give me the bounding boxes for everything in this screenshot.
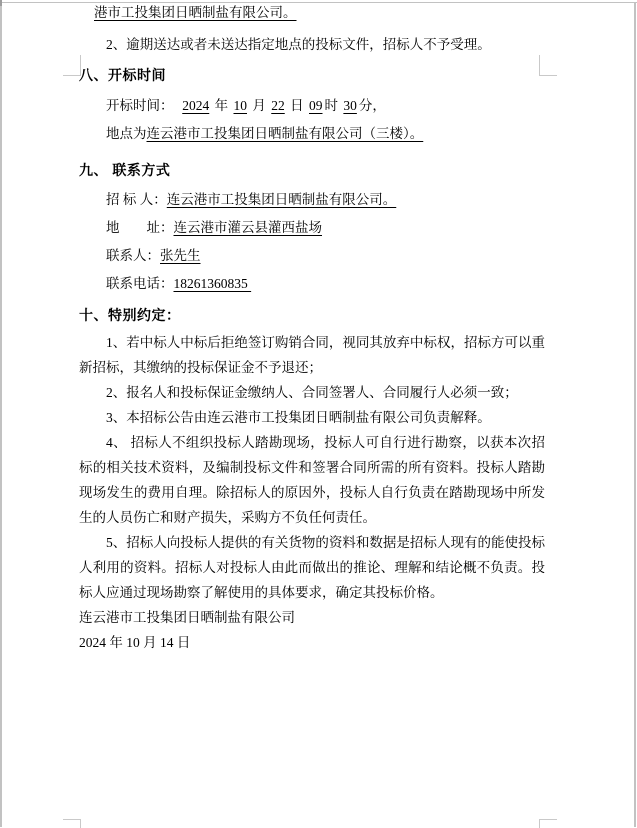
continuation-line <box>79 0 545 25</box>
contact-row-phone <box>79 271 545 297</box>
contact-row-person <box>79 243 545 269</box>
section-9-heading: 九、 联系方式 <box>79 162 171 178</box>
section-8-heading: 八、开标时间 <box>79 67 166 83</box>
page-edge-right <box>634 2 636 827</box>
open-time-year: 2024 <box>182 98 210 113</box>
contact-label: 联系电话： <box>106 276 174 291</box>
special-terms-list <box>79 330 545 605</box>
contact-block <box>79 187 545 297</box>
open-time-month: 10 <box>233 98 247 113</box>
contact-row-tenderee <box>79 187 545 213</box>
contact-label: 招 标 人： <box>106 192 167 207</box>
signature-line: 连云港市工投集团日晒制盐有限公司 <box>79 610 295 625</box>
contact-row-address <box>79 215 545 241</box>
document-body <box>79 0 545 655</box>
open-location-line <box>79 121 545 146</box>
special-terms-item-3: 3、本招标公告由连云港市工投集团日晒制盐有限公司负责解释。 <box>106 410 491 425</box>
special-terms-item-1: 1、若中标人中标后拒绝签订购销合同，视同其放弃中标权，招标方可以重新招标，其缴纳的投标保证金不予退还； <box>79 335 545 375</box>
contact-value: 18261360835 <box>173 276 252 291</box>
special-terms-item-2: 2、报名人和投标保证金缴纳人、合同签署人、合同履行人必须一致； <box>106 385 518 400</box>
notice-line: 2、逾期送达或者未送达指定地点的投标文件，招标人不予受理。 <box>106 37 491 52</box>
date-line: 2024 年 10 月 14 日 <box>79 635 191 650</box>
special-terms-item-5: 5、招标人向投标人提供的有关货物的资料和数据是招标人现有的能使投标人利用的资料。招标人对投标人由此而做出的推论、理解和结论概不负责。投标人应通过现场勘察了解使用的具体要求，确定其投标价格。 <box>79 535 545 600</box>
section-10-heading: 十、特别约定： <box>79 307 181 323</box>
contact-value: 张先生 <box>160 248 201 263</box>
open-time-hour: 09 <box>309 98 323 113</box>
page-corner-tick <box>0 0 2 6</box>
contact-value: 连云港市工投集团日晒制盐有限公司。 <box>166 192 397 207</box>
open-time-line: 开标时间： 2024 年 10 月 22 日 09 时 30 分， <box>106 98 386 113</box>
open-time-day: 22 <box>271 98 285 113</box>
open-location-prefix: 地点为 <box>106 126 147 141</box>
continuation-text: 港市工投集团日晒制盐有限公司。 <box>94 5 297 20</box>
contact-label: 联系人： <box>106 248 160 263</box>
open-time-minute: 30 <box>343 98 357 113</box>
page-edge-left <box>0 2 2 827</box>
open-location-value: 连云港市工投集团日晒制盐有限公司（三楼）。 <box>146 126 424 141</box>
contact-label: 地 址： <box>106 220 174 235</box>
special-terms-item-4: 4、 招标人不组织投标人踏勘现场，投标人可自行进行勘察，以获本次招标的相关技术资料，及编制投标文件和签署合同所需的所有资料。投标人踏勘现场发生的费用自理。除招标人的原因外，投标人自行负责在踏勘现场中所发生的人员伤亡和财产损失，采购方不负任何责任。 <box>79 435 545 525</box>
open-time-label: 开标时间： <box>106 98 181 113</box>
contact-value: 连云港市灌云县灌西盐场 <box>173 220 322 235</box>
